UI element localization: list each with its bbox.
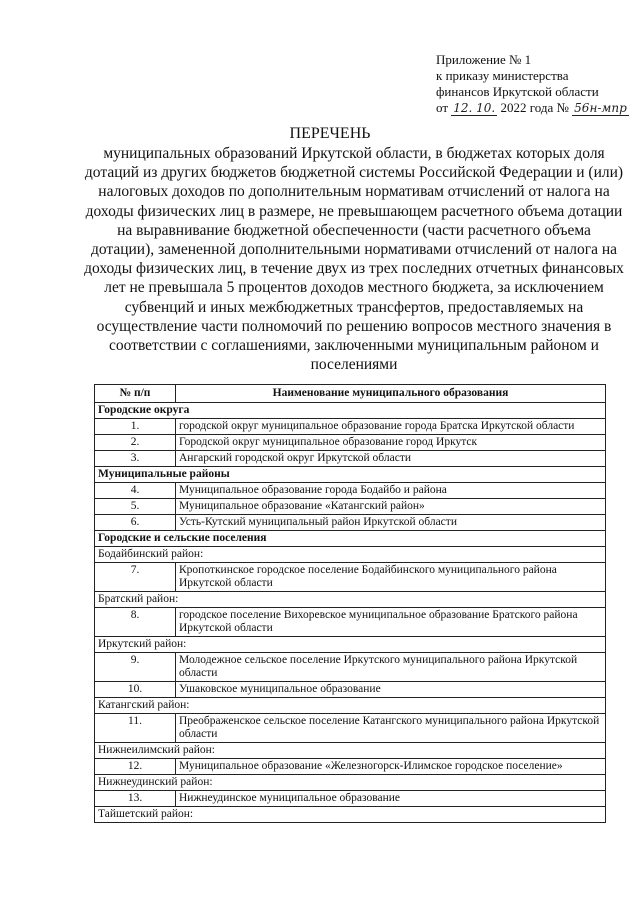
municipalities-table: [94, 384, 606, 823]
table-row: [95, 682, 606, 698]
table-row: [95, 653, 606, 682]
row-number: 6.: [95, 515, 176, 531]
section-header-row: [95, 467, 606, 483]
table-row: [95, 483, 606, 499]
section-header-row: [95, 531, 606, 547]
district-header-row: [95, 592, 606, 608]
row-municipality-name: городское поселение Вихоревское муниципальное образование Братского района Иркутской области: [176, 608, 606, 637]
district-title: Нижнеудинский район:: [95, 775, 606, 791]
district-header-row: [95, 775, 606, 791]
row-municipality-name: Усть-Кутский муниципальный район Иркутской области: [176, 515, 606, 531]
row-municipality-name: городской округ муниципальное образование города Братска Иркутской области: [176, 419, 606, 435]
row-municipality-name: Преображенское сельское поселение Катангского муниципального района Иркутской области: [176, 714, 606, 743]
row-number: 1.: [95, 419, 176, 435]
district-header-row: [95, 547, 606, 563]
table-row: [95, 759, 606, 775]
table-row: [95, 499, 606, 515]
table-row: [95, 419, 606, 435]
row-municipality-name: Ангарский городской округ Иркутской области: [176, 451, 606, 467]
table-row: [95, 563, 606, 592]
district-title: Нижнеилимский район:: [95, 743, 606, 759]
district-title: Катангский район:: [95, 698, 606, 714]
row-number: 3.: [95, 451, 176, 467]
table-body: [95, 403, 606, 823]
row-number: 5.: [95, 499, 176, 515]
row-number: 8.: [95, 608, 176, 637]
row-municipality-name: Нижнеудинское муниципальное образование: [176, 791, 606, 807]
appendix-block: [436, 52, 629, 116]
row-number: 12.: [95, 759, 176, 775]
section-header-row: [95, 403, 606, 419]
section-title: Городские округа: [95, 403, 606, 419]
table-row: [95, 515, 606, 531]
handwritten-date: 12. 10.: [453, 101, 496, 115]
row-municipality-name: Городской округ муниципальное образование город Иркутск: [176, 435, 606, 451]
table-row: [95, 435, 606, 451]
row-number: 7.: [95, 563, 176, 592]
appendix-line-3: финансов Иркутской области: [436, 84, 599, 99]
district-title: Тайшетский район:: [95, 807, 606, 823]
district-title: Бодайбинский район:: [95, 547, 606, 563]
row-number: 13.: [95, 791, 176, 807]
table-header-row: [95, 385, 606, 403]
table-row: [95, 791, 606, 807]
date-prefix: от: [436, 100, 449, 115]
table-row: [95, 714, 606, 743]
row-number: 2.: [95, 435, 176, 451]
document-title: ПЕРЕЧЕНЬ: [289, 125, 371, 142]
row-number: 11.: [95, 714, 176, 743]
handwritten-order-number: 56н-мпр: [574, 101, 627, 115]
district-header-row: [95, 637, 606, 653]
table-row: [95, 451, 606, 467]
row-number: 4.: [95, 483, 176, 499]
district-header-row: [95, 807, 606, 823]
table-row: [95, 608, 606, 637]
appendix-line-2: к приказу министерства: [436, 68, 569, 83]
row-municipality-name: Ушаковское муниципальное образование: [176, 682, 606, 698]
district-header-row: [95, 743, 606, 759]
header-name: Наименование муниципального образования: [176, 385, 606, 403]
row-municipality-name: Муниципальное образование «Железногорск-Илимское городское поселение»: [176, 759, 606, 775]
date-suffix: 2022 года №: [500, 100, 569, 115]
row-number: 9.: [95, 653, 176, 682]
district-header-row: [95, 698, 606, 714]
row-municipality-name: Кропоткинское городское поселение Бодайбинского муниципального района Иркутской области: [176, 563, 606, 592]
section-title: Муниципальные районы: [95, 467, 606, 483]
appendix-date-line: [436, 100, 629, 116]
district-title: Иркутский район:: [95, 637, 606, 653]
row-municipality-name: Молодежное сельское поселение Иркутского муниципального района Иркутской области: [176, 653, 606, 682]
row-number: 10.: [95, 682, 176, 698]
row-municipality-name: Муниципальное образование «Катангский район»: [176, 499, 606, 515]
row-municipality-name: Муниципальное образование города Бодайбо и района: [176, 483, 606, 499]
document-subtitle: муниципальных образований Иркутской области, в бюджетах которых доля дотаций из других бюджетов бюджетной системы Российской Федерации и (или) налоговых доходов по дополнительным нормативам отчислений от налога на доходы физических лиц в размере, не превышающем расчетного объема дотации на выравнивание бюджетной обеспеченности (части расчетного объема дотации), замененной дополнительными нормативами отчислений от налога на доходы физических лиц, в течение двух из трех последних отчетных финансовых лет не превышала 5 процентов доходов местного бюджета, за исключением субвенций и иных межбюджетных трансфертов, предоставляемых на осуществление части полномочий по решению вопросов местного значения в соответствии с соглашениями, заключенными муниципальным районом и поселениями: [84, 145, 624, 374]
district-title: Братский район:: [95, 592, 606, 608]
appendix-line-1: Приложение № 1: [436, 52, 532, 67]
section-title: Городские и сельские поселения: [95, 531, 606, 547]
header-number: № п/п: [95, 385, 176, 403]
